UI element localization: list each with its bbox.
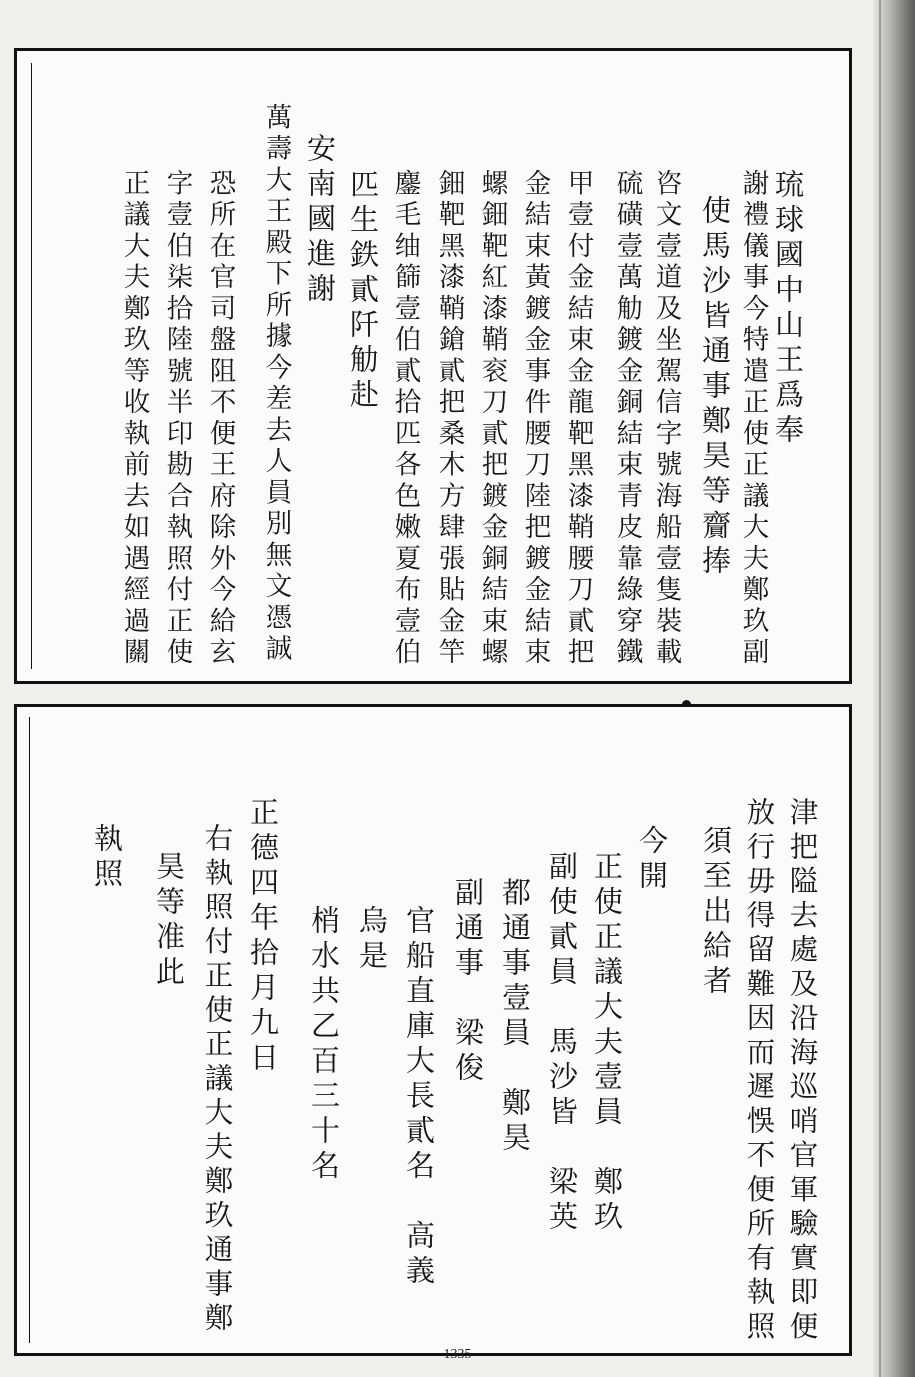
text-column: 官船直庫大長貳名 高義 bbox=[402, 905, 436, 1290]
top-document-panel bbox=[14, 48, 852, 684]
text-column: 匹生鉄貳阡觔赴 bbox=[346, 169, 380, 414]
text-column: 正使正議大夫壹員 鄭玖 bbox=[590, 851, 624, 1236]
text-column: 謝禮儀事今特遣正使正議大夫鄭玖副 bbox=[737, 169, 769, 669]
panel-inner-border bbox=[31, 63, 32, 669]
text-column: 鏖毛䌷篩壹伯貳拾匹各色嫩夏布壹伯 bbox=[389, 169, 421, 669]
text-column: 須至出給者 bbox=[699, 825, 733, 1000]
text-column: 今開 bbox=[635, 825, 669, 895]
text-column: 都通事壹員 鄭昊 bbox=[498, 877, 532, 1157]
text-column: 副通事 梁俊 bbox=[451, 877, 485, 1087]
text-column: 副使貳員 馬沙皆 梁英 bbox=[545, 851, 579, 1236]
text-column: 烏是 bbox=[355, 905, 389, 975]
text-column: 放行毋得留難因而遲悞不便所有執照 bbox=[742, 797, 776, 1345]
text-column: 鈿靶黑漆鞘鎗貳把桑木方肆張貼金竿 bbox=[433, 169, 465, 669]
text-column: 昊等准此 bbox=[152, 851, 186, 991]
text-column: 螺鈿靶紅漆鞘衮刀貳把鍍金銅結束螺 bbox=[476, 169, 508, 669]
text-column: 執照 bbox=[90, 823, 124, 893]
text-column: 硫磺壹萬觔鍍金銅結束青皮靠綠穿鐵 bbox=[611, 169, 643, 669]
text-column: 甲壹付金結束金龍靶黑漆鞘腰刀貳把 bbox=[562, 169, 594, 669]
text-column: 琉球國中山王爲奉 bbox=[771, 169, 805, 449]
text-column: 右執照付正使正議大夫鄭玖通事鄭 bbox=[200, 823, 234, 1337]
text-column: 正德四年拾月九日 bbox=[246, 797, 280, 1077]
panel-inner-border bbox=[29, 717, 30, 1343]
text-column: 萬壽大王殿下所據今差去人員別無文憑誠 bbox=[260, 103, 292, 666]
bottom-document-panel bbox=[14, 704, 852, 1356]
text-column: 津把隘去處及沿海巡哨官軍驗實即便 bbox=[785, 797, 819, 1345]
text-column: 梢水共乙百三十名 bbox=[307, 905, 341, 1185]
page-edge-shadow bbox=[873, 0, 915, 1377]
text-column: 恐所在官司盤阻不便王府除外今給玄 bbox=[204, 169, 236, 669]
text-column: 安南國進謝 bbox=[303, 133, 337, 308]
text-column: 正議大夫鄭玖等收執前去如遇經過關 bbox=[118, 169, 150, 669]
page-number: 1335 bbox=[443, 1347, 472, 1362]
text-column: 金結束黃鍍金事件腰刀陸把鍍金結束 bbox=[519, 169, 551, 669]
text-column: 使馬沙皆通事鄭昊等齎捧 bbox=[698, 195, 732, 580]
text-column: 咨文壹道及坐駕信字號海船壹隻裝載 bbox=[650, 169, 682, 669]
text-column: 字壹伯柒拾陸號半印勘合執照付正使 bbox=[161, 169, 193, 669]
